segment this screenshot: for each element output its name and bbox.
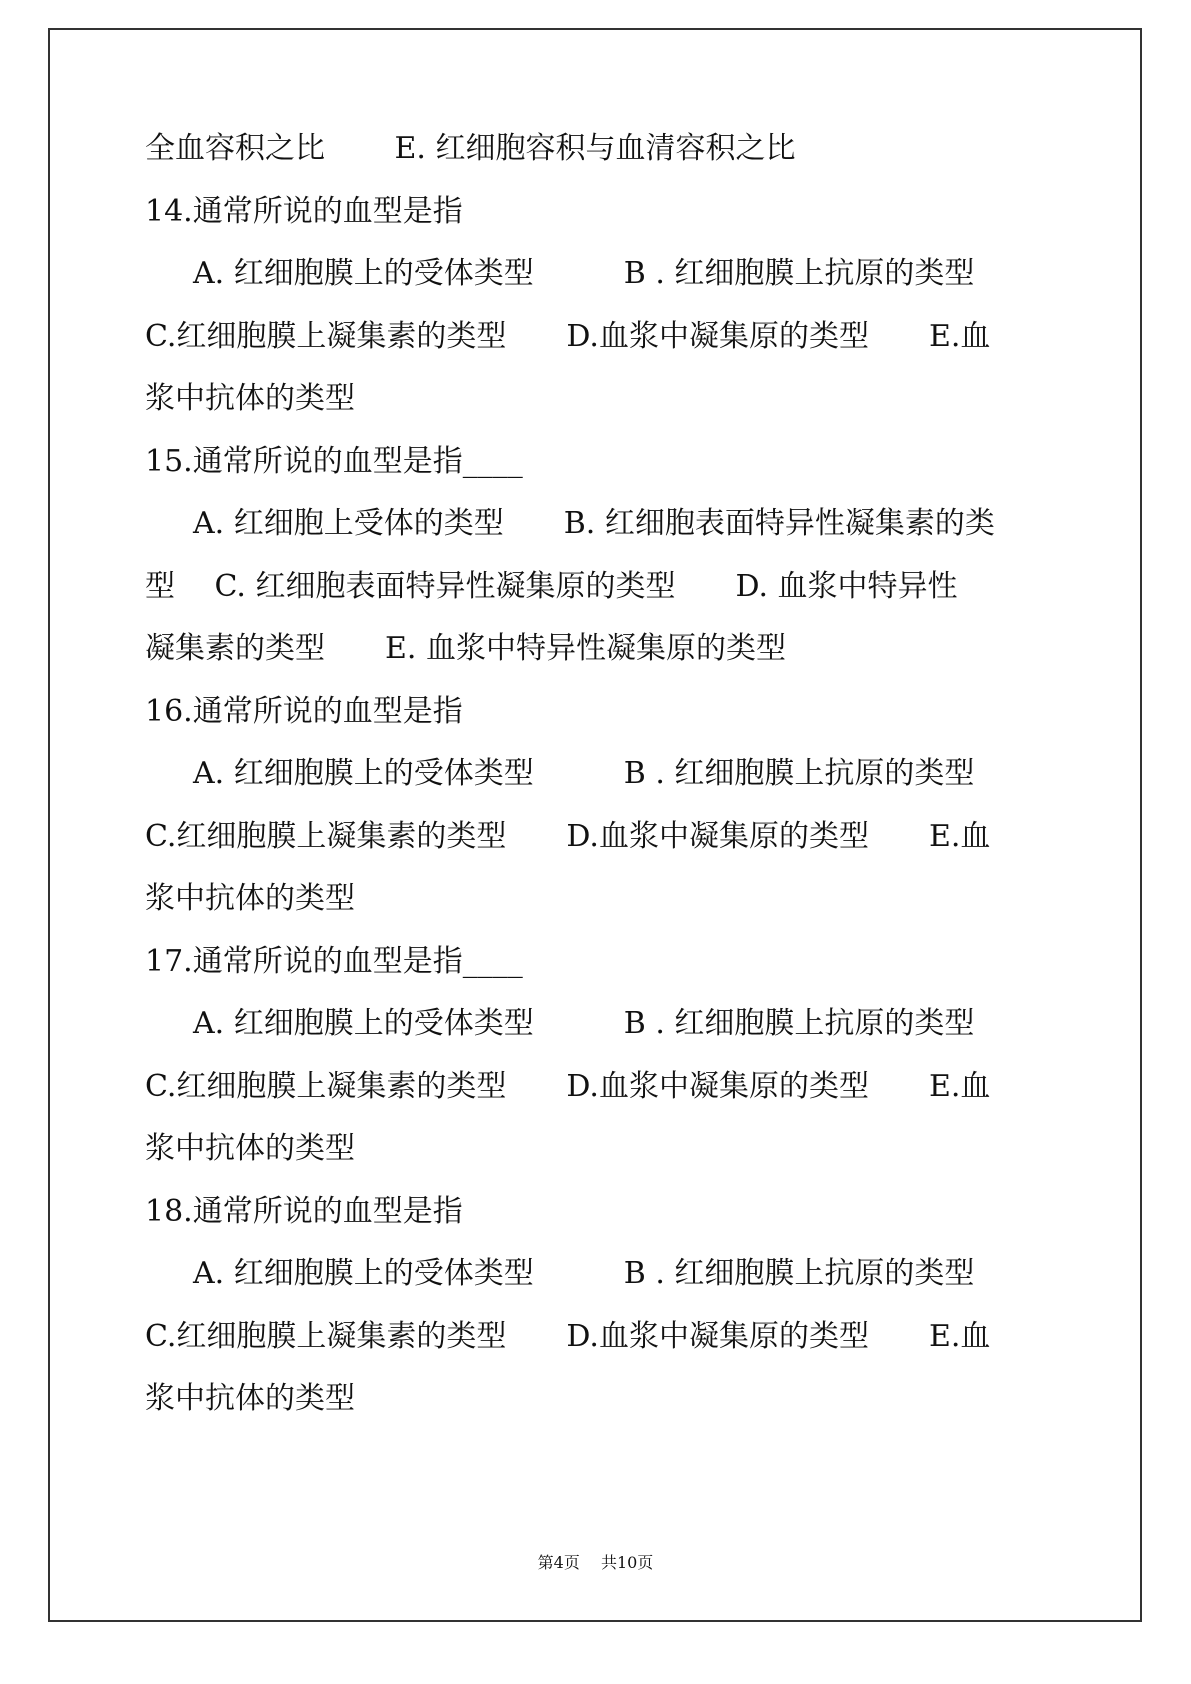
question-14-options: C.红细胞膜上凝集素的类型 D.血浆中凝集原的类型 E.血	[145, 318, 991, 354]
page-number-footer: 第4页 共10页	[537, 1553, 654, 1572]
question-18-options: A. 红细胞膜上的受体类型 B . 红细胞膜上抗原的类型	[193, 1256, 975, 1291]
question-18-options: C.红细胞膜上凝集素的类型 D.血浆中凝集原的类型 E.血	[145, 1318, 991, 1354]
question-15-options: A. 红细胞上受体的类型 B. 红细胞表面特异性凝集素的类	[193, 506, 995, 541]
question-16-stem: 16.通常所说的血型是指	[145, 693, 463, 729]
question-14-stem: 14.通常所说的血型是指	[145, 193, 463, 229]
question-14-options: 浆中抗体的类型	[145, 381, 355, 416]
question-17-options: A. 红细胞膜上的受体类型 B . 红细胞膜上抗原的类型	[193, 1006, 975, 1041]
question-18-stem: 18.通常所说的血型是指	[145, 1193, 463, 1229]
question-15-options: 凝集素的类型 E. 血浆中特异性凝集原的类型	[145, 631, 786, 666]
question-14-options: A. 红细胞膜上的受体类型 B . 红细胞膜上抗原的类型	[193, 256, 975, 291]
question-17-options: C.红细胞膜上凝集素的类型 D.血浆中凝集原的类型 E.血	[145, 1068, 991, 1104]
question-16-options: A. 红细胞膜上的受体类型 B . 红细胞膜上抗原的类型	[193, 756, 975, 791]
question-16-options: C.红细胞膜上凝集素的类型 D.血浆中凝集原的类型 E.血	[145, 818, 991, 854]
question-17-options: 浆中抗体的类型	[145, 1131, 355, 1166]
question-16-options: 浆中抗体的类型	[145, 881, 355, 916]
question-17-stem: 17.通常所说的血型是指____	[145, 943, 523, 979]
question-18-options: 浆中抗体的类型	[145, 1381, 355, 1416]
question-15-stem: 15.通常所说的血型是指____	[145, 443, 523, 479]
document-body	[145, 118, 1065, 1431]
text-line: 全血容积之比 E. 红细胞容积与血清容积之比	[145, 131, 796, 166]
question-15-options: 型 C. 红细胞表面特异性凝集原的类型 D. 血浆中特异性	[145, 568, 958, 604]
